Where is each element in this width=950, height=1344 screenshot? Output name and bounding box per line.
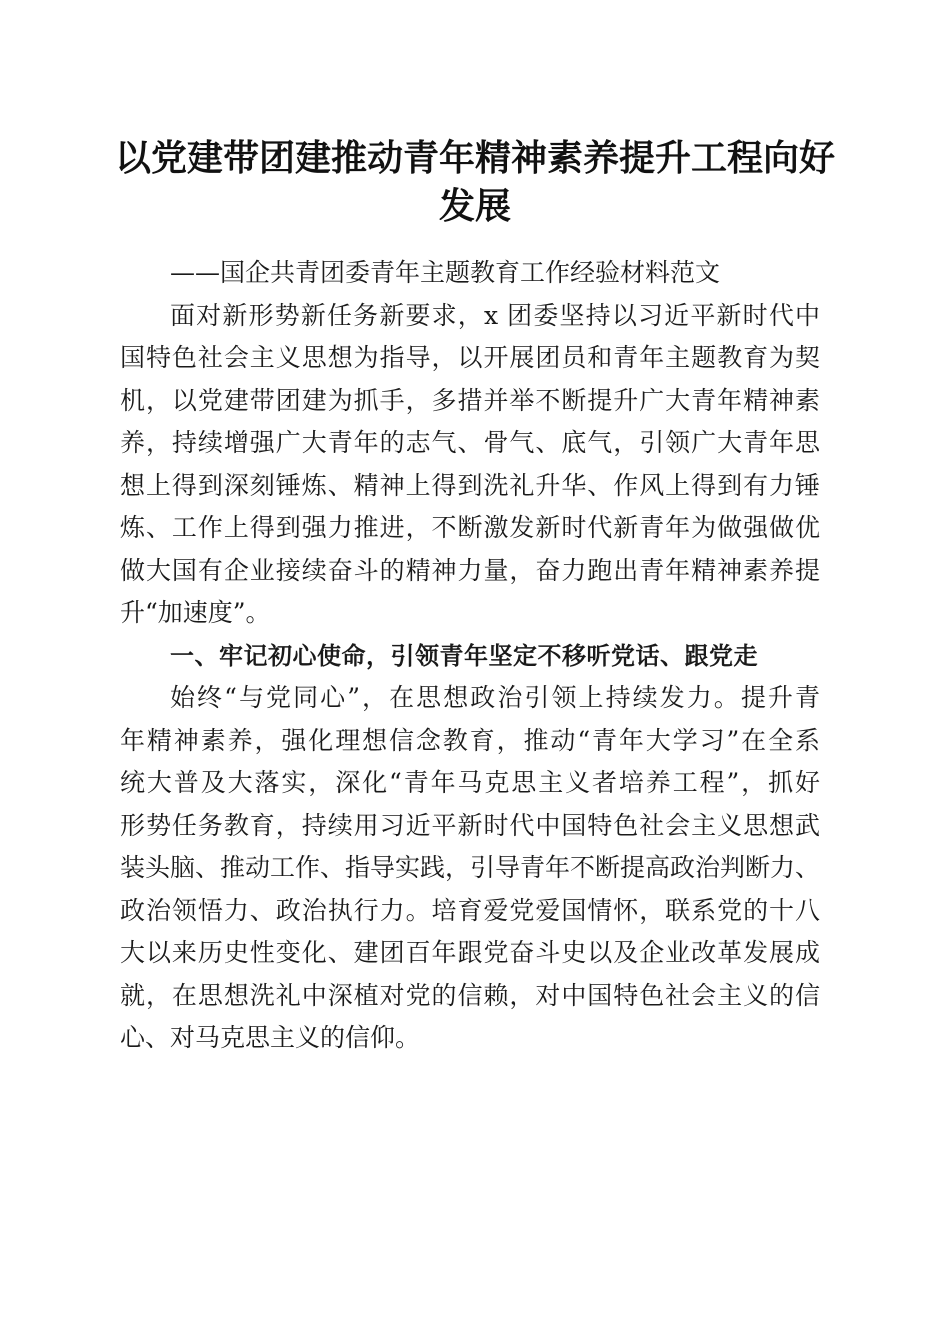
intro-line-1: 面对新形势新任务新要求，x 团委坚持以习近平新时代中 bbox=[170, 300, 820, 330]
intro-line-8: 升“加速度”。 bbox=[120, 598, 271, 627]
intro-line-7: 做大国有企业接续奋斗的精神力量，奋力跑出青年精神素养提 bbox=[120, 555, 820, 585]
intro-line-5: 想上得到深刻锤炼、精神上得到洗礼升华、作风上得到有力锤 bbox=[120, 470, 820, 500]
section1-line-6: 政治领悟力、政治执行力。培育爱党爱国情怀，联系党的十八 bbox=[120, 895, 820, 925]
section1-line-7: 大以来历史性变化、建团百年跟党奋斗史以及企业改革发展成 bbox=[120, 938, 820, 967]
title-line-1: 以党建带团建推动青年精神素养提升工程向好 bbox=[114, 137, 835, 179]
intro-line-3: 机，以党建带团建为抓手，多措并举不断提升广大青年精神素 bbox=[120, 385, 820, 415]
intro-line-2: 国特色社会主义思想为指导，以开展团员和青年主题教育为契 bbox=[120, 343, 820, 372]
intro-line-4: 养，持续增强广大青年的志气、骨气、底气，引领广大青年思 bbox=[120, 428, 820, 457]
document-body bbox=[120, 252, 820, 1060]
section-heading-1: 一、牢记初心使命，引领青年坚定不移听党话、跟党走 bbox=[170, 641, 758, 670]
section1-line-3: 统大普及大落实，深化“青年马克思主义者培养工程”，抓好 bbox=[120, 768, 820, 797]
intro-line-6: 炼、工作上得到强力推进，不断激发新时代新青年为做强做优 bbox=[120, 513, 820, 542]
section1-line-8: 就，在思想洗礼中深植对党的信赖，对中国特色社会主义的信 bbox=[120, 980, 820, 1010]
section1-line-2: 年精神素养，强化理想信念教育，推动“青年大学习”在全系 bbox=[120, 725, 820, 755]
section1-line-5: 装头脑、推动工作、指导实践，引导青年不断提高政治判断力、 bbox=[120, 853, 821, 882]
section1-line-4: 形势任务教育，持续用习近平新时代中国特色社会主义思想武 bbox=[120, 810, 820, 840]
subtitle: ——国企共青团委青年主题教育工作经验材料范文 bbox=[170, 258, 721, 287]
section1-line-9: 心、对马克思主义的信仰。 bbox=[120, 1023, 421, 1052]
page-title bbox=[110, 134, 840, 230]
section1-line-1: 始终“与党同心”，在思想政治引领上持续发力。提升青 bbox=[170, 683, 820, 712]
title-line-2: 发展 bbox=[438, 185, 511, 227]
